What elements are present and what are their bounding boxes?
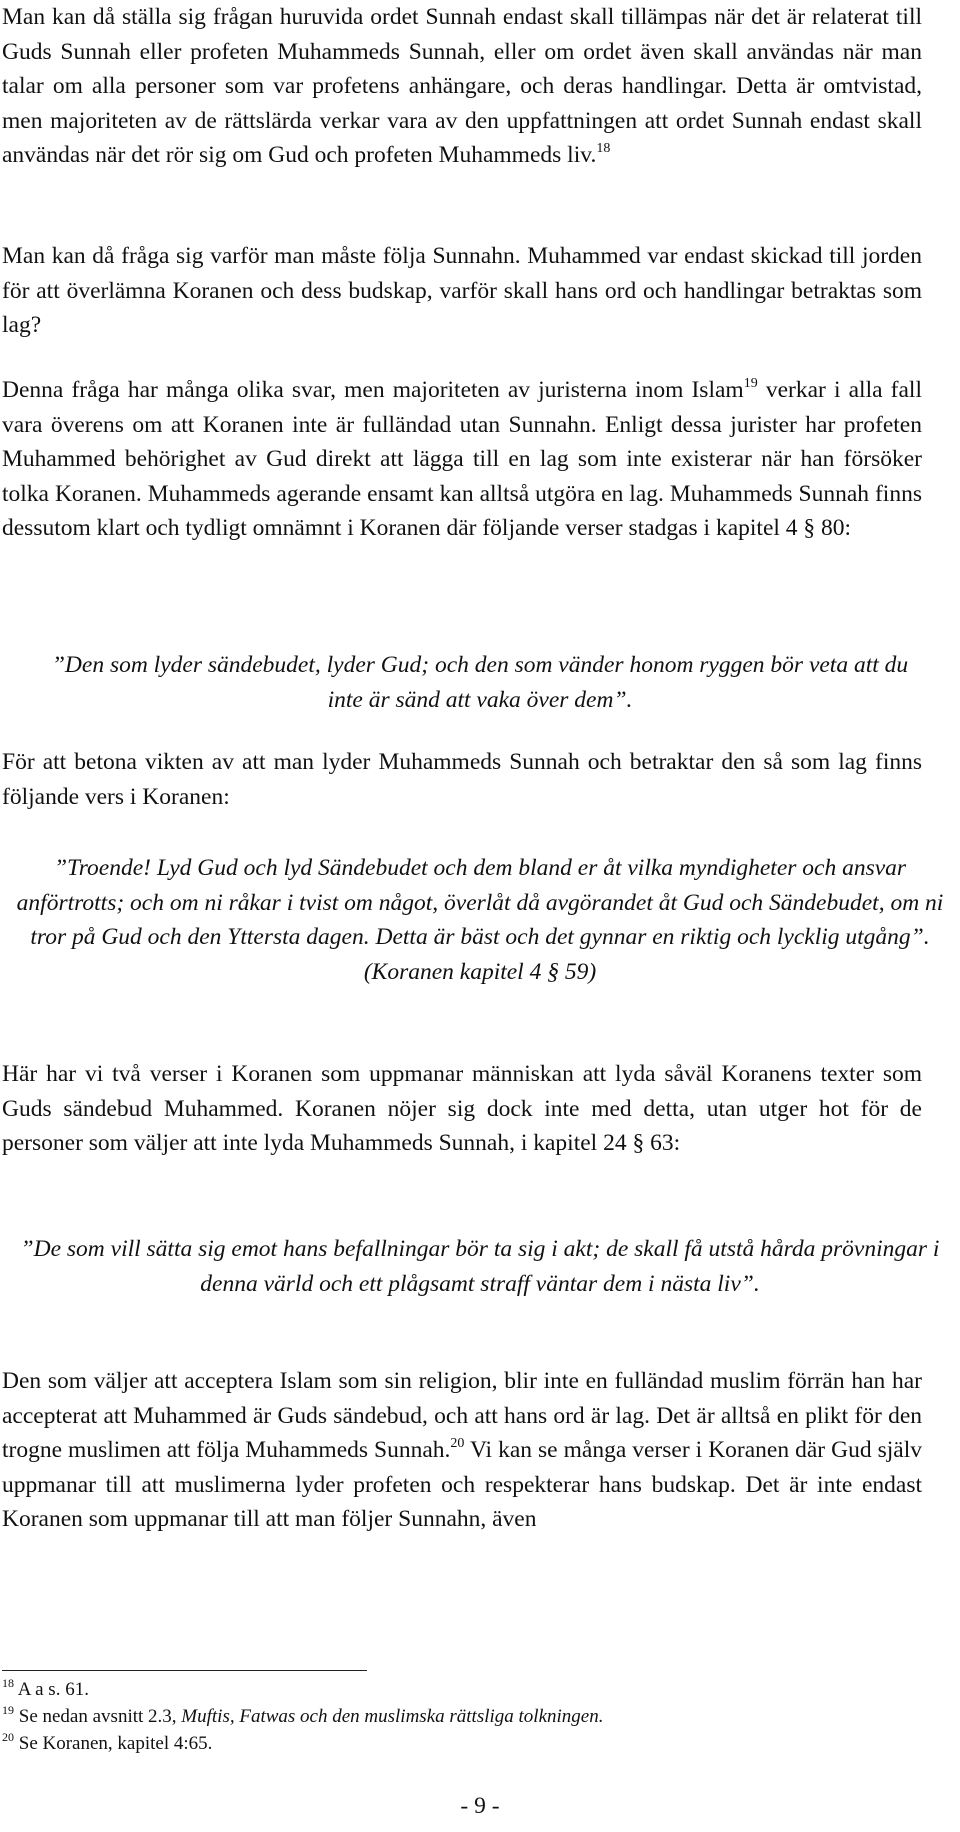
footnote-number: 20 [2, 1730, 14, 1744]
footnote-number: 18 [2, 1676, 14, 1690]
quote-kapitel-4-80: ”Den som lyder sändebudet, lyder Gud; och den som vänder honom ryggen bör veta att du inte är sänd att vaka över dem”. [51, 652, 909, 713]
paragraph-jurists [2, 373, 922, 546]
paragraph-text: Den som väljer att acceptera Islam som sin religion, blir inte en fulländad muslim förrän han har accepterat att Muhammed är Guds sändebud, och att hans ord är lag. Det är alltså en plikt för den trogne muslimen att följa Muhammeds Sunnah. [2, 1368, 922, 1463]
paragraph-text: Denna fråga har många olika svar, men majoriteten av juristerna inom Islam [2, 377, 744, 403]
footnote-19 [2, 1703, 932, 1730]
paragraph-why-follow [2, 239, 922, 343]
paragraph-text: Man kan då ställa sig frågan huruvida ordet Sunnah endast skall tillämpas när det är relaterat till Guds Sunnah eller profeten Muhammeds Sunnah, eller om ordet även skall användas när man talar om alla personer som var profetens anhängare, och deras handlingar. Detta är omtvistad, men majoriteten av de rättslärda verkar vara av den uppfattningen att ordet Sunnah endast skall användas när det rör sig om Gud och profeten Muhammeds liv. [2, 4, 922, 168]
paragraph-emphasis [2, 745, 922, 814]
paragraph-text: Vi kan se många verser i Koranen där Gud själv uppmanar till att muslimerna lyder profeten och respekterar hans budskap. Det är inte endast Koranen som uppmanar till att man följer Sunnahn, även [2, 1437, 922, 1532]
quote-kapitel-4-59: ”Troende! Lyd Gud och lyd Sändebudet och dem bland er åt vilka myndigheter och ansvar anförtrotts; och om ni råkar i tvist om något, överlåt då avgörandet åt Gud och Sändebudet, om ni tror på Gud och den Yttersta dagen. Detta är bäst och det gynnar en riktig och lycklig utgång”.(Koranen kapitel 4 § 59) [16, 855, 944, 985]
footnote-ref-20[interactable]: 20 [450, 1436, 465, 1451]
quote-kapitel-24-63: ”De som vill sätta sig emot hans befallningar bör ta sig i akt; de skall få utstå hårda prövningar i denna värld och ett plågsamt straff väntar dem i nästa liv”. [20, 1236, 940, 1297]
footnote-text: Se nedan avsnitt 2.3, [18, 1706, 182, 1727]
footnote-20 [2, 1730, 932, 1757]
paragraph-two-verses [2, 1057, 922, 1161]
footnotes [2, 1676, 932, 1757]
footnote-number: 19 [2, 1703, 14, 1717]
paragraph-sunnah-scope [2, 0, 922, 173]
paragraph-text: Man kan då fråga sig varför man måste följa Sunnahn. Muhammed var endast skickad till jorden för att överlämna Koranen och dess budskap, varför skall hans ord och handlingar betraktas som lag? [2, 243, 922, 338]
footnote-18 [2, 1676, 932, 1703]
footnote-text: Se Koranen, kapitel 4:65. [18, 1733, 213, 1754]
footnote-text: A a s. 61. [17, 1679, 89, 1700]
footnote-ref-18[interactable]: 18 [596, 141, 611, 156]
page-number: - 9 - [460, 1793, 500, 1819]
footnote-ref-19[interactable]: 19 [743, 376, 758, 391]
paragraph-text: Här har vi två verser i Koranen som uppmanar människan att lyda såväl Koranens texter som Guds sändebud Muhammed. Koranen nöjer sig dock inte med detta, utan utger hot för de personer som väljer att inte lyda Muhammeds Sunnah, i kapitel 24 § 63: [2, 1061, 922, 1156]
paragraph-text: För att betona vikten av att man lyder Muhammeds Sunnah och betraktar den så som lag finns följande vers i Koranen: [2, 749, 922, 810]
footnote-divider [2, 1670, 367, 1671]
footnote-section-title: Muftis, Fatwas och den muslimska rättsliga tolkningen. [181, 1706, 604, 1727]
paragraph-text: verkar i alla fall vara överens om att Koranen inte är fulländad utan Sunnahn. Enligt dessa jurister har profeten Muhammed behörighet av Gud direkt att lägga till en lag som inte existerar när han försöker tolka Koranen. Muhammeds agerande ensamt kan alltså utgöra en lag. Muhammeds Sunnah finns dessutom klart och tydligt omnämnt i Koranen där följande verser stadgas i kapitel 4 § 80: [2, 377, 922, 541]
paragraph-accept-islam [2, 1364, 922, 1537]
